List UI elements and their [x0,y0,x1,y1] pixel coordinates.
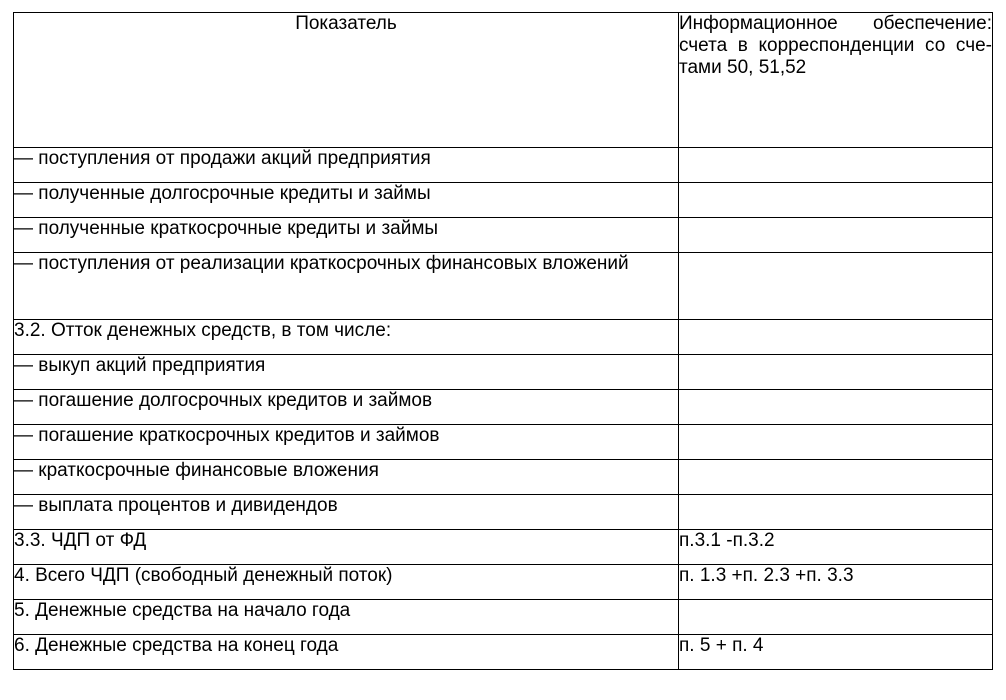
indicator-cell: — выкуп акций предприятия [14,355,679,390]
table-row [14,320,993,355]
info-cell [679,218,993,253]
indicator-cell: — поступления от реализации краткосрочных финансовых вложений [14,253,679,320]
header-info-source: Информационное обеспечение: счета в корреспонденции со счетами 50, 51,52 [679,13,993,148]
indicator-cell: — поступления от продажи акций предприятия [14,148,679,183]
info-cell [679,425,993,460]
info-cell: п. 1.3 +п. 2.3 +п. 3.3 [679,565,993,600]
info-cell: п. 5 + п. 4 [679,635,993,670]
info-cell [679,183,993,218]
table-row [14,148,993,183]
table-row [14,425,993,460]
info-cell [679,253,993,320]
table-row [14,530,993,565]
indicator-cell: 3.3. ЧДП от ФД [14,530,679,565]
info-cell [679,355,993,390]
indicator-cell: — погашение краткосрочных кредитов и займов [14,425,679,460]
indicator-cell: 4. Всего ЧДП (свободный денежный поток) [14,565,679,600]
info-cell: п.3.1 -п.3.2 [679,530,993,565]
info-cell [679,600,993,635]
info-cell [679,390,993,425]
indicator-cell: 3.2. Отток денежных средств, в том числе: [14,320,679,355]
info-cell [679,495,993,530]
indicator-cell: — полученные краткосрочные кредиты и займы [14,218,679,253]
indicator-cell: — выплата процентов и дивидендов [14,495,679,530]
indicator-cell: — полученные долгосрочные кредиты и займы [14,183,679,218]
table-row [14,495,993,530]
table-header-row [14,13,993,148]
indicator-cell: 5. Денежные средства на начало года [14,600,679,635]
indicator-cell: — погашение долгосрочных кредитов и займов [14,390,679,425]
table-row [14,390,993,425]
table-row [14,600,993,635]
info-cell [679,460,993,495]
table-row [14,355,993,390]
info-cell [679,148,993,183]
table-row [14,460,993,495]
table-row [14,565,993,600]
indicator-cell: — краткосрочные финансовые вложения [14,460,679,495]
table-row [14,218,993,253]
indicator-cell: 6. Денежные средства на конец года [14,635,679,670]
table-row [14,253,993,320]
table-row [14,183,993,218]
info-cell [679,320,993,355]
table-row [14,635,993,670]
header-indicator: Показатель [14,13,679,148]
cash-flow-table [13,12,993,670]
